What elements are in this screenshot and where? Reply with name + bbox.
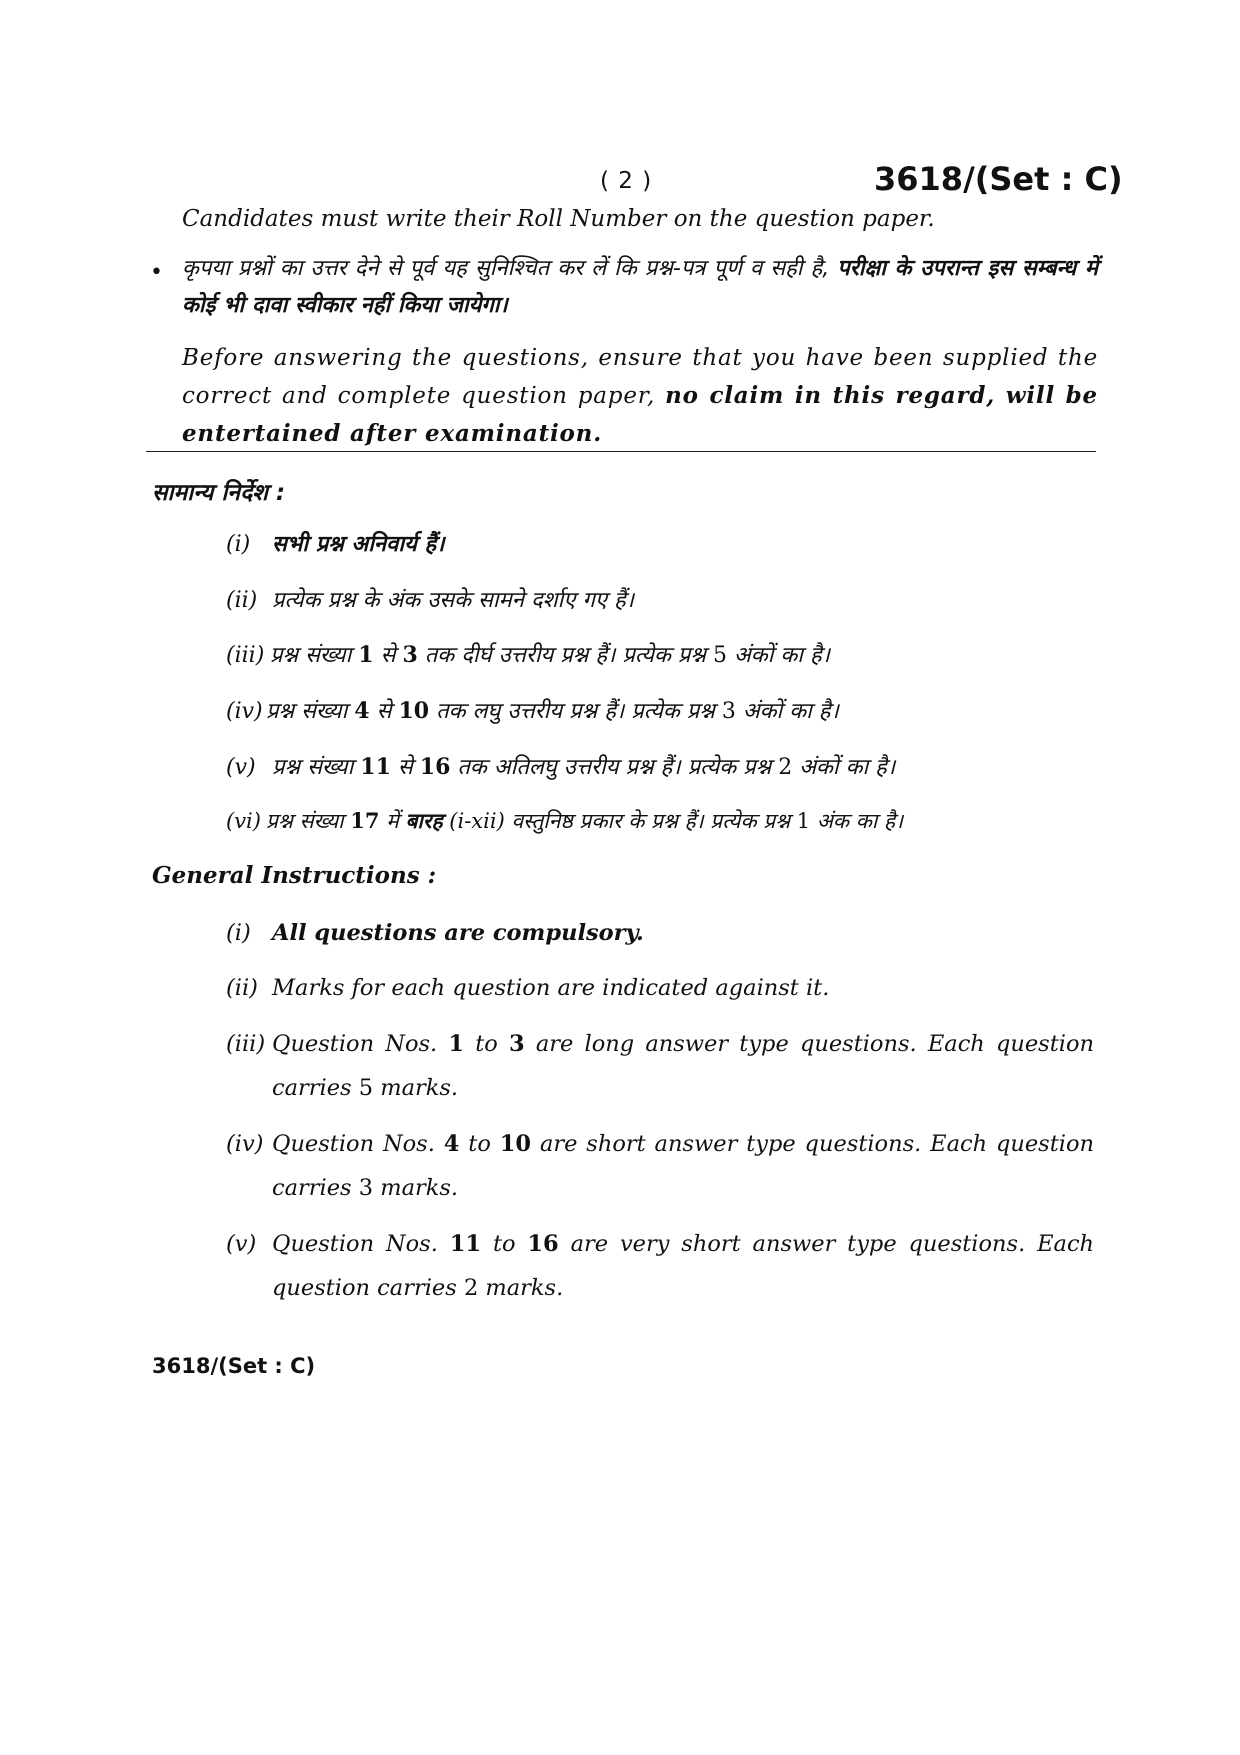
divider — [146, 451, 1096, 452]
english-instruction-item: (iii) Question Nos. 1 to 3 are long answer type questions. Each question carries 5 marks. — [226, 1031, 1094, 1101]
hindi-instruction-item: (ii) प्रत्येक प्रश्न के अंक उसके सामने दर्शाए गए हैं। — [226, 588, 635, 613]
english-instructions-heading: General Instructions : — [152, 862, 437, 889]
english-instruction-item: (ii) Marks for each question are indicated against it. — [226, 975, 830, 1001]
hindi-instructions-heading: सामान्य निर्देश : — [152, 480, 286, 506]
hindi-claim-text: कृपया प्रश्नों का उत्तर देने से पूर्व यह सुनिश्चित कर लें कि प्रश्न-पत्र पूर्ण व सही है, — [182, 256, 830, 281]
hindi-claim-bold: परीक्षा के उपरान्त इस सम्बन्ध में कोई भी दावा स्वीकार नहीं किया जायेगा। — [182, 256, 1098, 318]
english-claim-bold: no claim in this regard, will be entertained after examination. — [182, 382, 1098, 447]
paper-code-header: 3618/(Set : C) — [874, 160, 1123, 198]
paper-code-footer: 3618/(Set : C) — [152, 1354, 316, 1378]
english-claim-text: Before answering the questions, ensure that you have been supplied the correct and complete question paper, — [182, 345, 1098, 409]
english-instruction-item: (iv) Question Nos. 4 to 10 are short answer type questions. Each question carries 3 marks. — [226, 1131, 1094, 1201]
english-instruction-item: (i) All questions are compulsory. — [226, 920, 644, 946]
hindi-instruction-item: (iii) प्रश्न संख्या 1 से 3 तक दीर्घ उत्तरीय प्रश्न हैं। प्रत्येक प्रश्न 5 अंकों का है। — [226, 642, 830, 668]
roll-number-note: Candidates must write their Roll Number on the question paper. — [182, 206, 935, 232]
hindi-instruction-item: (v) प्रश्न संख्या 11 से 16 तक अतिलघु उत्तरीय प्रश्न हैं। प्रत्येक प्रश्न 2 अंकों का है। — [226, 754, 896, 780]
english-instruction-item: (v) Question Nos. 11 to 16 are very short answer type questions. Each question carries 2 marks. — [226, 1231, 1095, 1301]
english-claim-notice — [182, 340, 1098, 453]
hindi-instruction-item: (i) सभी प्रश्न अनिवार्य हैं। — [226, 532, 445, 557]
bullet-icon: • — [150, 260, 163, 285]
hindi-instruction-item: (iv) प्रश्न संख्या 4 से 10 तक लघु उत्तरीय प्रश्न हैं। प्रत्येक प्रश्न 3 अंकों का है। — [226, 698, 839, 724]
page-number: ( 2 ) — [600, 168, 653, 194]
hindi-instruction-item: (vi) प्रश्न संख्या 17 में बारह (i-xii) वस्तुनिष्ठ प्रकार के प्रश्न हैं। प्रत्येक प्रश्न 1 अंक का है। — [226, 808, 904, 833]
hindi-claim-notice — [182, 250, 1098, 324]
